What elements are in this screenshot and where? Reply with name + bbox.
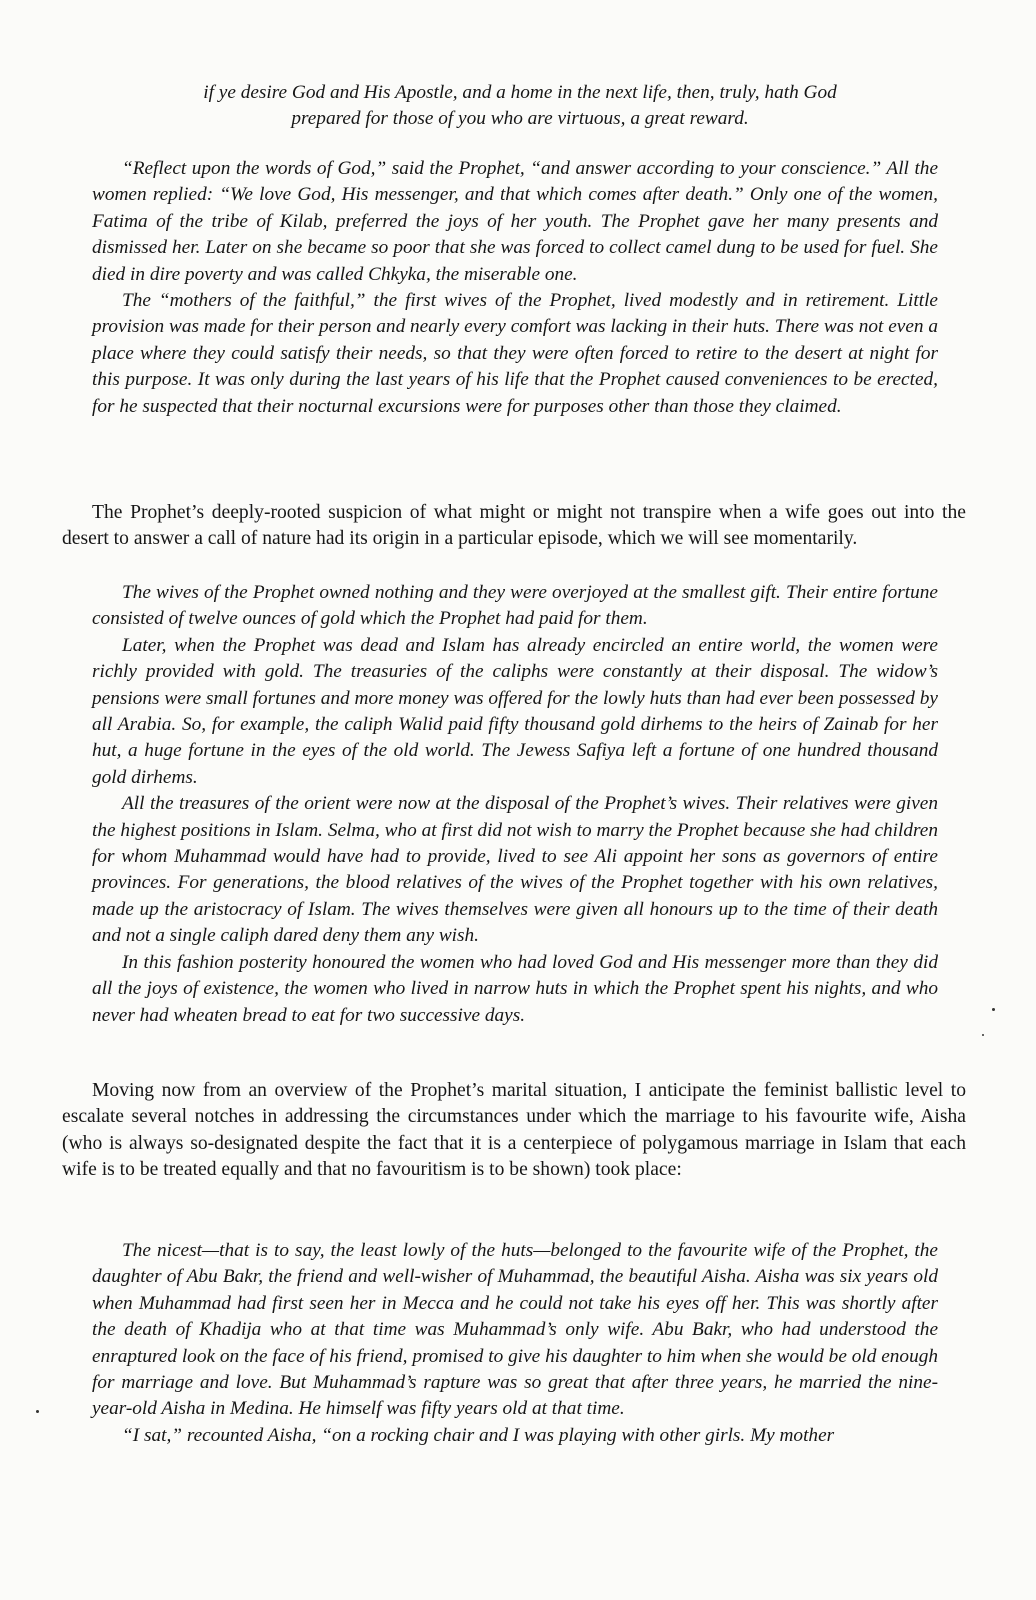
block-quote-2: [92, 580, 938, 1029]
scan-speck: [36, 1410, 39, 1413]
quote-paragraph: The wives of the Prophet owned nothing and they were overjoyed at the smallest gift. Their entire fortune consisted of twelve ounces of gold which the Prophet had paid for them.: [92, 582, 938, 630]
block-quote-3: [92, 1238, 938, 1449]
quote-paragraph: Later, when the Prophet was dead and Islam has already encircled an entire world, the women were richly provided with gold. The treasuries of the caliphs were constantly at their disposal. The widow’s pensions were small fortunes and more money was offered for the lowly huts than had ever been possessed by all Arabia. So, for example, the caliph Walid paid fifty thousand gold dirhems to the heirs of Zainab for her hut, a huge fortune in the eyes of the old world. The Jewess Safiya left a fortune of one hundred thousand gold dirhems.: [92, 634, 938, 788]
quote-paragraph: In this fashion posterity honoured the women who had loved God and His messenger more than they did all the joys of existence, the women who lived in narrow huts in which the Prophet spent his nights, and who never had wheaten bread to eat for two successive days.: [92, 951, 938, 1026]
quote-paragraph: “I sat,” recounted Aisha, “on a rocking chair and I was playing with other girls. My mother: [122, 1424, 835, 1446]
epigraph-quote: [110, 80, 930, 133]
epigraph-line-2: prepared for those of you who are virtuous, a great reward.: [291, 108, 749, 130]
epigraph-line-1: if ye desire God and His Apostle, and a home in the next life, then, truly, hath God: [203, 82, 837, 103]
body-paragraph-2: [62, 1078, 966, 1184]
block-quote-1: [92, 156, 938, 420]
scan-speck: [992, 1008, 995, 1011]
quote-paragraph: The nicest—that is to say, the least lowly of the huts—belonged to the favourite wife of the Prophet, the daughter of Abu Bakr, the friend and well-wisher of Muhammad, the beautiful Aisha. Aisha was six years old when Muhammad had first seen her in Mecca and he could not take his eyes off her. This was shortly after the death of Khadija who at that time was Muhammad’s only wife. Abu Bakr, who had understood the enraptured look on the face of his friend, promised to give his daughter to him when she would be old enough for marriage and love. But Muhammad’s rapture was so great that after three years, he married the nine-year-old Aisha in Medina. He himself was fifty years old at that time.: [92, 1240, 938, 1420]
quote-paragraph: All the treasures of the orient were now at the disposal of the Prophet’s wives. Their relatives were given the highest positions in Islam. Selma, who at first did not wish to marry the Prophet because she had children for whom Muhammad would have had to provide, lived to see Ali appoint her sons as governors of entire provinces. For generations, the blood relatives of the wives of the Prophet together with his own relatives, made up the aristocracy of Islam. The wives themselves were given all honours up to the time of their death and not a single caliph dared deny them any wish.: [92, 793, 938, 947]
quote-paragraph: “Reflect upon the words of God,” said the Prophet, “and answer according to your conscience.” All the women replied: “We love God, His messenger, and that which comes after death.” Only one of the women, Fatima of the tribe of Kilab, preferred the joys of her youth. The Prophet gave her many presents and dismissed her. Later on she became so poor that she was forced to collect camel dung to be used for fuel. She died in dire poverty and was called Chkyka, the miserable one.: [92, 158, 938, 285]
body-paragraph: The Prophet’s deeply-rooted suspicion of what might or might not transpire when a wife goes out into the desert to answer a call of nature had its origin in a particular episode, which we will see momentarily.: [62, 502, 966, 550]
quote-paragraph: The “mothers of the faithful,” the first wives of the Prophet, lived modestly and in retirement. Little provision was made for their person and nearly every comfort was lacking in their huts. There was not even a place where they could satisfy their needs, so that they were often forced to retire to the desert at night for this purpose. It was only during the last years of his life that the Prophet caused conveniences to be erected, for he suspected that their nocturnal excursions were for purposes other than those they claimed.: [92, 290, 938, 417]
body-paragraph-1: [62, 500, 966, 553]
body-paragraph: Moving now from an overview of the Prophet’s marital situation, I anticipate the feminist ballistic level to escalate several notches in addressing the circumstances under which the marriage to his favourite wife, Aisha (who is always so-designated despite the fact that it is a centerpiece of polygamous marriage in Islam that each wife is to be treated equally and that no favouritism is to be shown) took place:: [62, 1080, 966, 1181]
scan-speck: [982, 1034, 984, 1036]
